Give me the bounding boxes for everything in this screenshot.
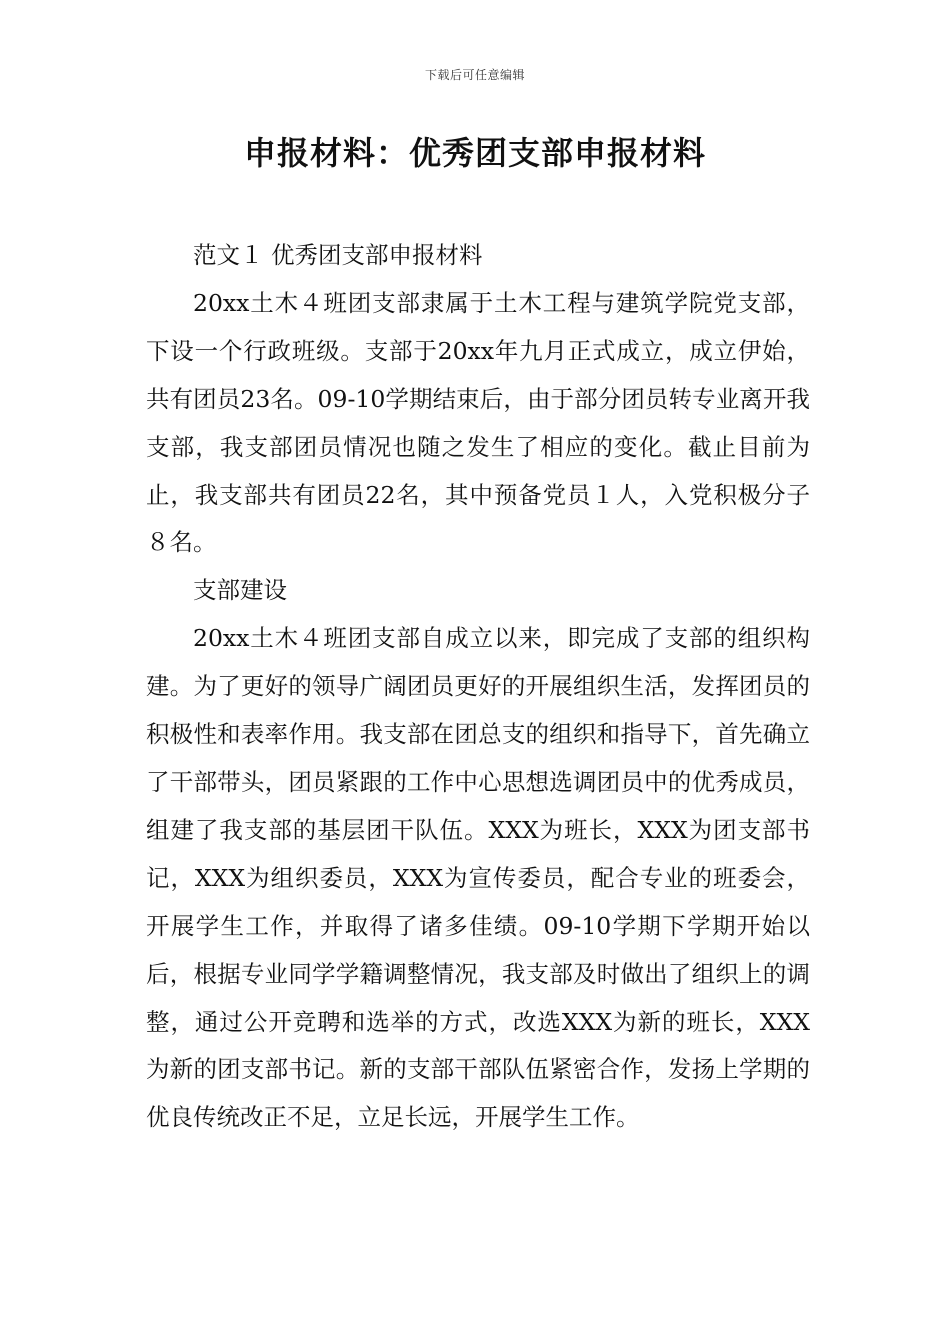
header-note: 下载后可任意编辑 — [424, 68, 525, 82]
paragraph-sample-heading: 范文１ 优秀团支部申报材料 — [193, 241, 483, 269]
document-title: 申报材料：优秀团支部申报材料 — [243, 134, 706, 172]
document-body — [146, 232, 810, 1142]
paragraph-section-heading: 支部建设 — [193, 576, 287, 605]
paragraph-branch-overview: 20xx土木４班团支部隶属于土木工程与建筑学院党支部，下设一个行政班级。支部于20xx年九月正式成立，成立伊始，共有团员23名。09-10学期结束后，由于部分团员转专业离开我支部，我支部团员情况也随之发生了相应的变化。截止目前为止，我支部共有团员22名，其中预备党员１人，入党积极分子８名。 — [146, 288, 810, 557]
paragraph-branch-construction: 20xx土木４班团支部自成立以来，即完成了支部的组织构建。为了更好的领导广阔团员更好的开展组织生活，发挥团员的积极性和表率作用。我支部在团总支的组织和指导下，首先确立了干部带头，团员紧跟的工作中心思想选调团员中的优秀成员，组建了我支部的基层团干队伍。XXX为班长，XXX为团支部书记，XXX为组织委员，XXX为宣传委员，配合专业的班委会，开展学生工作，并取得了诸多佳绩。09-10学期下学期开始以后，根据专业同学学籍调整情况，我支部及时做出了组织上的调整，通过公开竞聘和选举的方式，改选XXX为新的班长，XXX为新的团支部书记。新的支部干部队伍紧密合作，发扬上学期的优良传统改正不足，立足长远，开展学生工作。 — [146, 624, 810, 1132]
